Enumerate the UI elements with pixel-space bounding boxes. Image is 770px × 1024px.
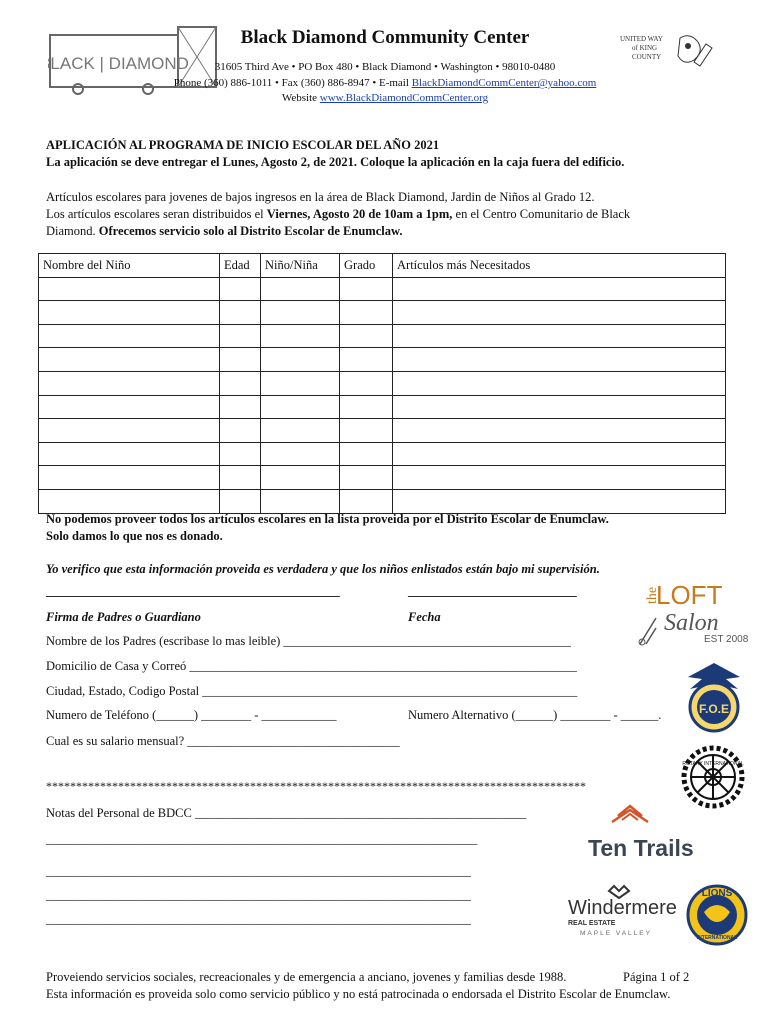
- cell[interactable]: [393, 301, 726, 325]
- cell[interactable]: [340, 395, 393, 419]
- cell[interactable]: [39, 442, 220, 466]
- cell[interactable]: [340, 489, 393, 513]
- cell[interactable]: [340, 348, 393, 372]
- cell[interactable]: [340, 442, 393, 466]
- cell[interactable]: [340, 324, 393, 348]
- cell[interactable]: [39, 301, 220, 325]
- cell[interactable]: [261, 324, 340, 348]
- cell[interactable]: [340, 466, 393, 490]
- staff-notes-field[interactable]: Notas del Personal de BDCC _____________________________________________________: [46, 806, 527, 820]
- contact-prefix: Phone (360) 886-1011 • Fax (360) 886-8947 • E-mail: [173, 77, 412, 89]
- phone-field[interactable]: Numero de Teléfono (______) ________ - ____________: [46, 708, 337, 722]
- cell[interactable]: [261, 395, 340, 419]
- cell[interactable]: [261, 348, 340, 372]
- distribution-text: [46, 206, 706, 223]
- table-row[interactable]: [39, 395, 726, 419]
- cell[interactable]: [340, 419, 393, 443]
- windermere-loc-text: MAPLE VALLEY: [580, 930, 652, 937]
- table-row[interactable]: [39, 277, 726, 301]
- col-age: Edad: [220, 254, 261, 278]
- distribution-text-a: Los artículos escolares seran distribuidos el: [46, 207, 267, 221]
- cell[interactable]: [220, 324, 261, 348]
- org-contact: [0, 77, 770, 89]
- distribution-date: Viernes, Agosto 20 de 10am a 1pm,: [266, 207, 453, 221]
- cell[interactable]: [39, 419, 220, 443]
- svg-text:UNITED WAY: UNITED WAY: [620, 35, 663, 43]
- salary-field[interactable]: Cual es su salario mensual? __________________________________: [46, 734, 400, 748]
- cell[interactable]: [261, 466, 340, 490]
- windermere-logo: [566, 880, 678, 938]
- table-row[interactable]: [39, 371, 726, 395]
- org-website: [0, 92, 770, 104]
- table-row[interactable]: [39, 301, 726, 325]
- parents-name-field[interactable]: Nombre de los Padres (escribase lo mas leible) ______________________________________________: [46, 634, 571, 648]
- cell[interactable]: [261, 301, 340, 325]
- cell[interactable]: [393, 419, 726, 443]
- org-title: Black Diamond Community Center: [240, 27, 530, 48]
- date-line[interactable]: ___________________________: [408, 584, 577, 598]
- svg-text:COUNTY: COUNTY: [632, 53, 662, 61]
- loft-salon-text: Salon: [664, 610, 719, 636]
- email-link[interactable]: BlackDiamondCommCenter@yahoo.com: [411, 77, 597, 89]
- ten-trails-text: Ten Trails: [588, 835, 694, 861]
- lions-club-logo: [686, 882, 748, 948]
- cell[interactable]: [393, 442, 726, 466]
- col-grade: Grado: [340, 254, 393, 278]
- cell[interactable]: [220, 466, 261, 490]
- district-text-a: Diamond.: [46, 224, 99, 238]
- ten-trails-logo: [586, 800, 696, 862]
- cell[interactable]: [393, 277, 726, 301]
- table-row[interactable]: [39, 419, 726, 443]
- cell[interactable]: [39, 324, 220, 348]
- table-row[interactable]: [39, 324, 726, 348]
- table-row[interactable]: [39, 489, 726, 513]
- table-row[interactable]: [39, 442, 726, 466]
- cell[interactable]: [261, 442, 340, 466]
- loft-the-text: the: [645, 586, 660, 604]
- loft-salon-logo: [634, 578, 766, 648]
- cell[interactable]: [393, 466, 726, 490]
- cell[interactable]: [220, 489, 261, 513]
- table-row[interactable]: [39, 466, 726, 490]
- table-header-row: [39, 254, 726, 278]
- staff-notes-line[interactable]: ____________________________________________________________________: [46, 864, 471, 878]
- cell[interactable]: [220, 419, 261, 443]
- children-table: [38, 253, 726, 514]
- cell[interactable]: [39, 348, 220, 372]
- windermere-text: Windermere: [568, 897, 677, 919]
- city-state-zip-field[interactable]: Ciudad, Estado, Codigo Postal ____________________________________________________________: [46, 684, 578, 698]
- staff-notes-line[interactable]: _____________________________________________________________________: [46, 832, 478, 846]
- cell[interactable]: [39, 489, 220, 513]
- cell[interactable]: [393, 489, 726, 513]
- notice-line-2: Solo damos lo que nos es donado.: [46, 529, 223, 543]
- cell[interactable]: [340, 301, 393, 325]
- org-address: 31605 Third Ave • PO Box 480 • Black Diamond • Washington • 98010-0480: [214, 61, 556, 73]
- table-row[interactable]: [39, 348, 726, 372]
- cell[interactable]: [261, 371, 340, 395]
- signature-label: Firma de Padres o Guardiano: [46, 610, 201, 624]
- footer-disclaimer: Esta información es proveida solo como servicio público y no está patrocinada o endorsada el Distrito Escolar de Enumclaw.: [46, 987, 671, 1001]
- page-number: Página 1 of 2: [623, 970, 690, 984]
- cell[interactable]: [261, 419, 340, 443]
- loft-est-text: EST 2008: [704, 634, 749, 645]
- home-address-field[interactable]: Domicilio de Casa y Correó ______________________________________________________________: [46, 659, 577, 673]
- cell[interactable]: [220, 371, 261, 395]
- staff-notes-line[interactable]: ____________________________________________________________________: [46, 912, 471, 926]
- distribution-text-c: en el Centro Comunitario de Black: [452, 207, 631, 221]
- rotary-text: ROTARY INTERNATIONAL: [682, 761, 744, 767]
- eligibility-text: Artículos escolares para jovenes de bajos ingresos en la área de Black Diamond, Jardin de Niños al Grado 12.: [46, 190, 595, 204]
- separator-stars: ******************************************************************************************: [46, 779, 586, 793]
- submission-note: La aplicación se deve entregar el Lunes, Agosto 2, de 2021. Coloque la aplicación en la caja fuera del edificio.: [46, 155, 625, 169]
- cell[interactable]: [220, 301, 261, 325]
- cell[interactable]: [39, 277, 220, 301]
- cell[interactable]: [393, 348, 726, 372]
- col-child-name: Nombre del Niño: [39, 254, 220, 278]
- cell[interactable]: [261, 489, 340, 513]
- cell[interactable]: [393, 324, 726, 348]
- cell[interactable]: [39, 371, 220, 395]
- cell[interactable]: [220, 277, 261, 301]
- cell[interactable]: [261, 277, 340, 301]
- svg-text:of KING: of KING: [632, 44, 658, 52]
- cell[interactable]: [393, 371, 726, 395]
- lions-text: LIONS: [701, 888, 733, 899]
- foe-eagle-logo: [682, 655, 746, 737]
- foe-text: F.O.E: [698, 702, 730, 716]
- windermere-sub-text: REAL ESTATE: [568, 920, 616, 927]
- cell[interactable]: [220, 395, 261, 419]
- signature-line[interactable]: _______________________________________________: [46, 584, 340, 598]
- cell[interactable]: [39, 466, 220, 490]
- program-title: APLICACIÓN AL PROGRAMA DE INICIO ESCOLAR DEL AÑO 2021: [46, 138, 440, 152]
- cell[interactable]: [393, 395, 726, 419]
- cell[interactable]: [340, 277, 393, 301]
- cell[interactable]: [340, 371, 393, 395]
- col-items-needed: Artículos más Necesitados: [393, 254, 726, 278]
- black-diamond-logo-text: BLACK | DIAMOND: [48, 54, 189, 73]
- district-text: [46, 223, 706, 240]
- website-link[interactable]: www.BlackDiamondCommCenter.org: [319, 92, 489, 104]
- district-service-note: Ofrecemos servicio solo al Distrito Escolar de Enumclaw.: [98, 224, 403, 238]
- col-gender: Niño/Niña: [261, 254, 340, 278]
- footer-mission: Proveiendo servicios sociales, recreacionales y de emergencia a anciano, jovenes y familias desde 1988.: [46, 970, 567, 984]
- website-prefix: Website: [281, 92, 320, 104]
- loft-name-text: LOFT: [656, 580, 723, 610]
- verification-statement: Yo verifico que esta información proveida es verdadera y que los niños enlistados están bajo mi supervisión.: [46, 562, 600, 576]
- cell[interactable]: [220, 348, 261, 372]
- date-label: Fecha: [408, 610, 441, 624]
- cell[interactable]: [220, 442, 261, 466]
- alt-phone-field[interactable]: Numero Alternativo (______) ________ - ______.: [408, 708, 662, 722]
- lions-sub-text: INTERNATIONAL: [696, 935, 738, 941]
- notice-line-1: No podemos proveer todos los artículos escolares en la lista proveida por el Distrito Escolar de Enumclaw.: [46, 512, 609, 526]
- staff-notes-line[interactable]: ____________________________________________________________________: [46, 888, 471, 902]
- cell[interactable]: [39, 395, 220, 419]
